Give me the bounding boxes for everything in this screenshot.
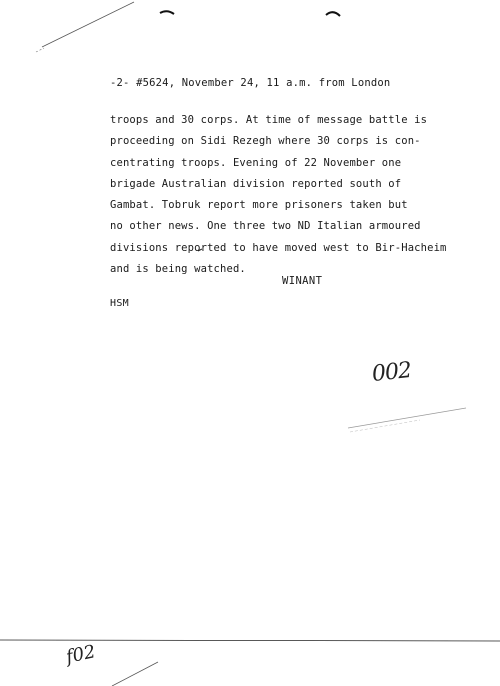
body-line: troops and 30 corps. At time of message battle is: [110, 114, 428, 126]
signature-name: WINANT: [282, 275, 323, 287]
bottom-rule: [0, 640, 500, 641]
body-line: centrating troops. Evening of 22 November one: [110, 156, 402, 169]
typist-initials: HSM: [110, 298, 129, 309]
pencil-stroke-right: [348, 408, 466, 428]
message-header: -2- #5624, November 24, 11 a.m. from London: [110, 77, 391, 89]
body-line: proceeding on Sidi Rezegh where 30 corps is con-: [110, 135, 421, 148]
body-line: brigade Australian division reported south of: [110, 177, 402, 190]
punch-mark-right: [326, 12, 340, 16]
body-line: no other news. One three two ND Italian armoured: [110, 220, 421, 233]
punch-mark-left: [160, 11, 174, 14]
handwritten-corner-mark: f02: [64, 641, 98, 668]
body-line: divisions reported to have moved west to Bir-Hacheim: [110, 241, 447, 254]
handwritten-page-number: 002: [370, 358, 413, 387]
pencil-stroke-top-left: [42, 2, 134, 47]
body-line: and is being watched.: [110, 263, 246, 276]
pencil-stroke-top-left-dash: [36, 48, 44, 52]
pencil-stroke-bottom: [112, 662, 158, 686]
message-body: [110, 110, 490, 280]
body-line: Gambat. Tobruk report more prisoners taken but: [110, 199, 408, 212]
